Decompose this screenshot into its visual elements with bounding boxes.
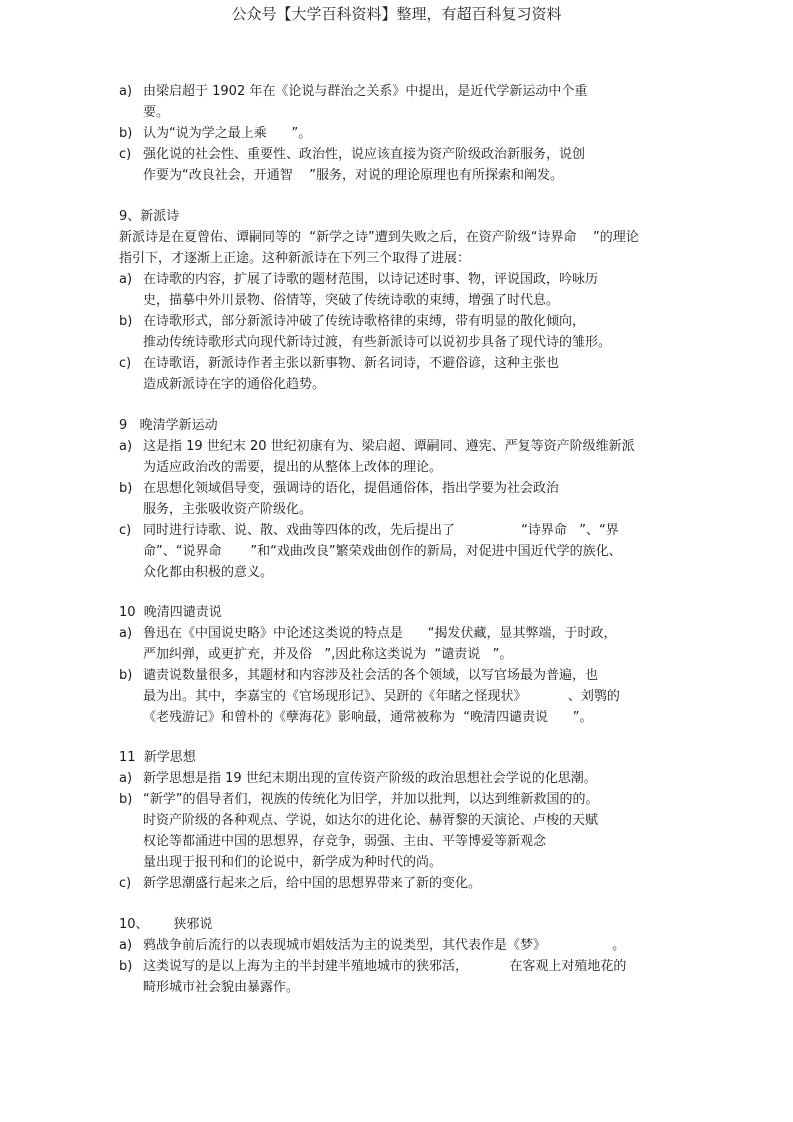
text-line: 造成新派诗在字的通俗化趋势。 [143, 377, 326, 392]
item-label: c) [119, 523, 132, 538]
text-line: 众化都由积极的意义。 [143, 565, 274, 580]
text-line: 在诗歌形式，部分新派诗冲破了传统诗歌格律的束缚，带有明显的散化倾向， [143, 314, 586, 329]
text-line: 新学思潮盛行起来之后，给中国的思想界带来了新的变化。 [143, 876, 482, 891]
text-line: 最为出。其中，李嘉宝的《官场现形记》、吴趼的《年睹之怪现状》 、刘鹗的 [143, 689, 620, 704]
text-line: 认为“说为学之最上乘 ”。 [143, 126, 312, 141]
item-label: a) [119, 938, 133, 953]
text-line: 鸦战争前后流行的以表现城市娼妓活为主的说类型，其代表作是《梦》 。 [143, 938, 626, 953]
text-line: 强化说的社会性、重要性、政治性，说应该直接为资产阶级政治新服务，说创 [143, 147, 586, 162]
section-title: 9、新派诗 [119, 209, 180, 224]
text-line: 严加纠弹，或更扩充，并及俗 ”,因此称这类说为 “谴责说 ”。 [143, 647, 513, 662]
text-line: 《老残游记》和曾朴的《孽海花》影响最，通常被称为 “晚清四谴责说 ”。 [143, 710, 593, 725]
text-line: 指引下，才逐渐上正途。这种新派诗在下列三个取得了进展： [119, 251, 471, 266]
item-label: a) [119, 439, 133, 454]
text-line: 要。 [143, 105, 170, 120]
section-title: 10、 狭邪说 [119, 917, 213, 932]
item-label: b) [119, 314, 133, 329]
text-line: 同时进行诗歌、说、散、戏曲等四体的改，先后提出了 “诗界命 ”、“界 [143, 523, 619, 538]
text-line: 服务，主张吸收资产阶级化。 [143, 502, 313, 517]
text-line: 作要为“改良社会，开通智 ”服务，对说的理论原理也有所探索和阐发。 [143, 168, 563, 183]
text-line: 畸形城市社会貌由暴露作。 [143, 980, 300, 995]
text-line: 这类说写的是以上海为主的半封建半殖地城市的狭邪活， 在客观上对殖地花的 [143, 959, 627, 974]
text-line: 这是指 19 世纪末 20 世纪初康有为、梁启超、谭嗣同、遵宪、严复等资产阶级维新派 [143, 439, 635, 454]
text-line: 推动传统诗歌形式向现代新诗过渡，有些新派诗可以说初步具备了现代诗的雏形。 [143, 335, 612, 350]
text-line: 鲁迅在《中国说史略》中论述这类说的特点是 “揭发伏藏，显其弊端，于时政， [143, 626, 617, 641]
text-line: 史，描摹中外川景物、俗情等，突破了传统诗歌的束缚，增强了时代息。 [143, 293, 560, 308]
text-line: 为适应政治改的需要，提出的从整体上改体的理论。 [143, 460, 443, 475]
text-line: 在诗歌语，新派诗作者主张以新事物、新名词诗，不避俗谚，这种主张也 [143, 356, 560, 371]
item-label: b) [119, 792, 133, 807]
item-label: a) [119, 272, 133, 287]
text-line: 新派诗是在夏曾佑、谭嗣同等的 “新学之诗”遭到失败之后，在资产阶级“诗界命 ”的理论 [119, 230, 639, 245]
item-label: b) [119, 959, 133, 974]
item-label: a) [119, 626, 133, 641]
text-line: 在思想化领域倡导变，强调诗的语化，提倡通俗体，指出学要为社会政治 [143, 481, 560, 496]
section-title: 10 晚清四谴责说 [119, 605, 222, 620]
item-label: b) [119, 126, 133, 141]
item-label: a) [119, 771, 133, 786]
text-line: “新学”的倡导者们，视族的传统化为旧学，并加以批判，以达到维新救国的的。 [143, 792, 599, 807]
section-title: 11 新学思想 [119, 750, 196, 765]
text-line: 新学思想是指 19 世纪末期出现的宣传资产阶级的政治思想社会学说的化思潮。 [143, 771, 597, 786]
text-line: 命”、“说界命 ”和“戏曲改良”繁荣戏曲创作的新局，对促进中国近代学的族化、 [143, 544, 622, 559]
item-label: b) [119, 668, 133, 683]
item-label: b) [119, 481, 133, 496]
text-line: 在诗歌的内容，扩展了诗歌的题材范围，以诗记述时事、物，评说国政，吟咏历 [143, 272, 599, 287]
page-header: 公众号【大学百科资料】整理，有超百科复习资料 [231, 5, 562, 23]
text-line: 时资产阶级的各种观点、学说，如达尔的进化论、赫胥黎的天演论、卢梭的天赋 [143, 813, 599, 828]
section-title: 9 晚清学新运动 [119, 418, 218, 433]
item-label: a) [119, 84, 133, 99]
text-line: 由梁启超于 1902 年在《论说与群治之关系》中提出，是近代学新运动中个重 [143, 84, 588, 99]
text-line: 量出现于报刊和们的论说中，新学成为种时代的尚。 [143, 855, 443, 870]
text-line: 权论等都涌进中国的思想界，存竞争，弱强、主由、平等博爱等新观念 [143, 834, 547, 849]
text-line: 谴责说数量很多，其题材和内容涉及社会活的各个领域，以写官场最为普遍，也 [143, 668, 599, 683]
item-label: c) [119, 356, 132, 371]
item-label: c) [119, 876, 132, 891]
item-label: c) [119, 147, 132, 162]
